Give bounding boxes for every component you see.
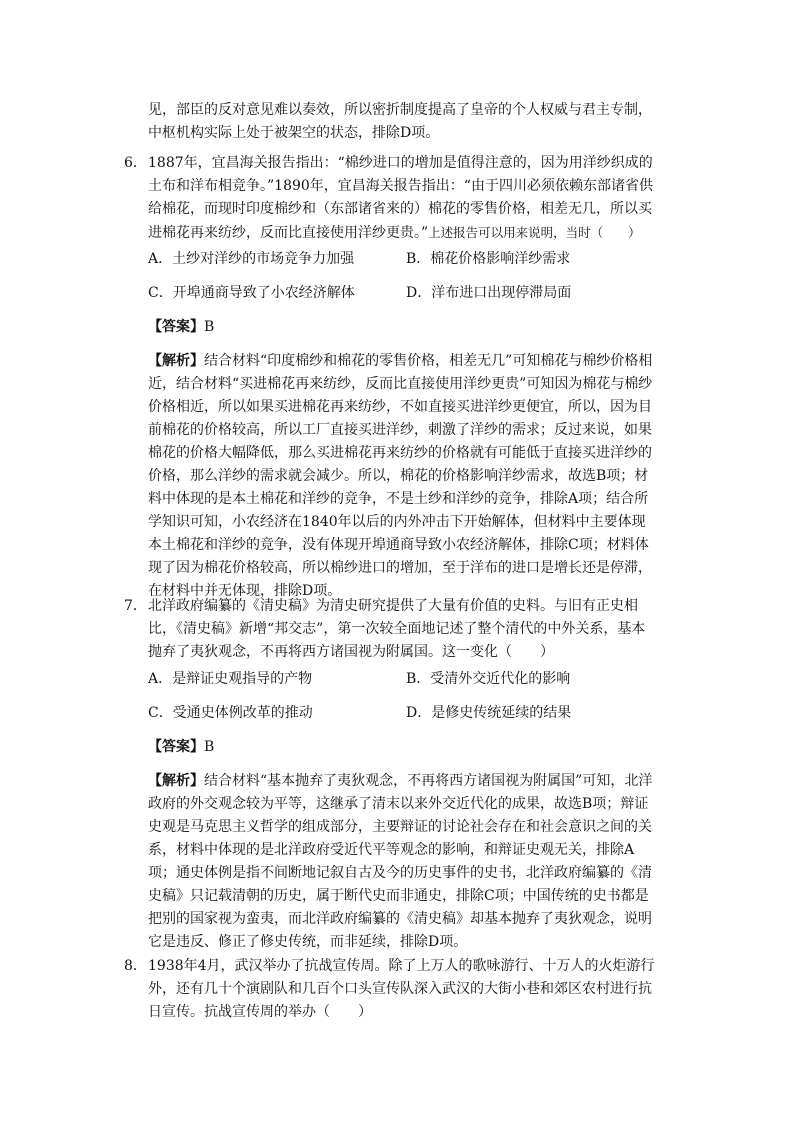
question-stem-tail: 上述报告可以用来说明，当时（ ）: [428, 225, 641, 240]
question-number: 7．: [124, 598, 147, 614]
option-b[interactable]: B．受清外交近代化的影响: [406, 671, 571, 687]
continuation-text: 见，部臣的反对意见难以奏效，所以密折制度提高了皇帝的个人权威与君主专制，中枢机构实际上处于被架空的状态，排除D项。: [148, 102, 652, 141]
analysis-tag: 【解析】: [148, 773, 204, 789]
question-stem: 北洋政府编纂的《清史稿》为清史研究提供了大量有价值的史料。与旧有正史相比，《清史稿》新增“邦交志”，第一次较全面地记述了整个清代的中外关系，基本抛弃了夷狄观念，不再将西方诸国视为附属国。这一变化（ ）: [148, 598, 646, 660]
analysis-tag: 【解析】: [148, 353, 204, 369]
answer-tag: 【答案】: [148, 739, 204, 755]
answer-value: B: [204, 319, 215, 335]
option-a[interactable]: A．是辩证史观指导的产物: [148, 671, 313, 687]
question-6-answer: [148, 317, 214, 337]
answer-tag: 【答案】: [148, 319, 204, 335]
question-6: [124, 152, 658, 245]
answer-value: B: [204, 739, 215, 755]
question-stem: 1938年4月，武汉举办了抗战宣传周。除了上万人的歌咏游行、十万人的火炬游行外，还有几十个演剧队和几百个口头宣传队深入武汉的大街小巷和郊区农村进行抗日宣传。抗战宣传周的举办（ ）: [148, 958, 655, 1020]
question-8: [124, 955, 658, 1024]
option-d[interactable]: D．是修史传统延续的结果: [406, 705, 572, 721]
question-stem: 1887年，宜昌海关报告指出：“棉纱进口的增加是值得注意的，因为用洋纱织成的土布和洋布相竞争。”1890年，宜昌海关报告指出：“由于四川必须依赖东部诸省供给棉花，而现时印度棉纱和（东部诸省来的）棉花的零售价格，相差无几，所以买进棉花再来纺纱，反而比直接使用洋纱更贵。”上述报告可以用来说明，当时（ ）: [148, 155, 653, 241]
analysis-text: 结合材料“基本抛弃了夷狄观念，不再将西方诸国视为附属国”可知，北洋政府的外交观念较为平等，这继承了清末以来外交近代化的成果，故选B项；辩证史观是马克思主义哲学的组成部分，主要辩证的讨论社会存在和社会意识之间的关系，材料中体现的是北洋政府受近代平等观念的影响，和辩证史观无关，排除A项；通史体例是指不间断地记叙自古及今的历史事件的史书，北洋政府编纂的《清史稿》只记载清朝的历史，属于断代史而非通史，排除C项；中国传统的史书都是把别的国家视为蛮夷，而北洋政府编纂的《清史稿》却基本抛弃了夷狄观念，说明它是违反、修正了修史传统，而非延续，排除D项。: [148, 773, 653, 950]
option-c[interactable]: C．开埠通商导致了小农经济解体: [148, 285, 355, 301]
option-d[interactable]: D．洋布进口出现停滞局面: [406, 285, 572, 301]
question-number: 6．: [124, 155, 147, 171]
option-a[interactable]: A．土纱对洋纱的市场竞争力加强: [148, 251, 355, 267]
analysis-text: 结合材料“印度棉纱和棉花的零售价格，相差无几”可知棉花与棉纱价格相近，结合材料“买进棉花再来纺纱，反而比直接使用洋纱更贵”可知因为棉花与棉纱价格相近，所以如果买进棉花再来纺纱，不如直接买进洋纱更便宜，所以，因为目前棉花的价格较高，所以工厂直接买进洋纱，刺激了洋纱的需求；反过来说，如果棉花的价格大幅降低，那么买进棉花再来纺纱的价格就有可能低于直接买进洋纱的价格，那么洋纱的需求就会减少。所以，棉花的价格影响洋纱需求，故选B项；材料中体现的是本土棉花和洋纱的竞争，不是土纱和洋纱的竞争，排除A项；结合所学知识可知，小农经济在1840年以后的内外冲击下开始解体，但材料中主要体现本土棉花和洋纱的竞争，没有体现开埠通商导致小农经济解体，排除C项；材料体现了因为棉花价格较高，所以棉纱进口的增加，至于洋布的进口是增长还是停滞，在材料中并无体现，排除D项。: [148, 353, 653, 599]
question-number: 8．: [124, 958, 147, 974]
question-7: [124, 595, 658, 664]
question-7-analysis: [148, 770, 658, 954]
question-7-answer: [148, 737, 214, 757]
question-6-analysis: [148, 350, 658, 603]
option-b[interactable]: B．棉花价格影响洋纱需求: [406, 251, 571, 267]
option-c[interactable]: C．受通史体例改革的推动: [148, 705, 313, 721]
